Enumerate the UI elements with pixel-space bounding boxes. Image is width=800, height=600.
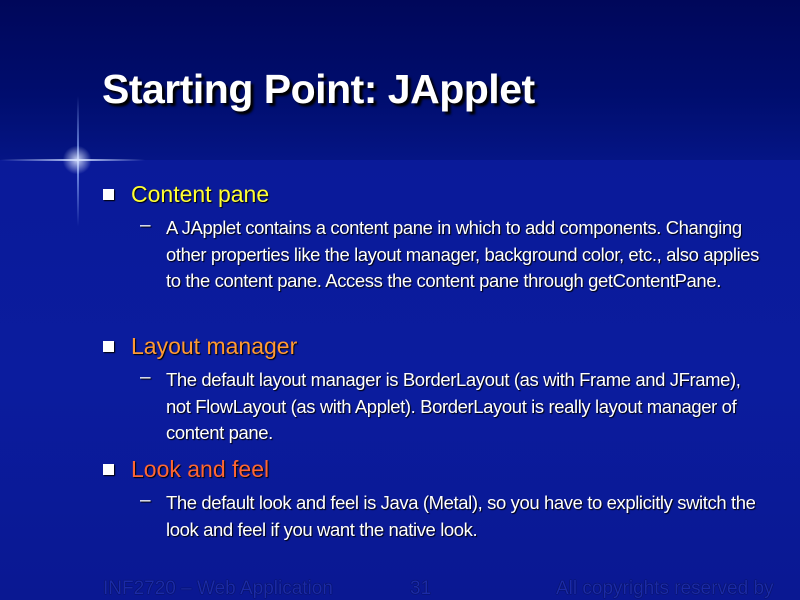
sub-bullet <box>103 490 763 543</box>
footer-copyright: All copyrights reserved by <box>556 578 774 599</box>
slide-title: Starting Point: JApplet <box>102 66 535 112</box>
bullet-label: Content pane <box>131 181 270 207</box>
bullet-label: Look and feel <box>131 456 270 482</box>
bullet-head <box>103 456 763 486</box>
sub-bullet-text: The default layout manager is BorderLayout (as with Frame and JFrame), not FlowLayout (as with Applet). BorderLayout is really layout manager of content pane. <box>166 369 741 443</box>
bullet-layout-manager <box>103 333 763 447</box>
bullet-content-pane <box>103 181 763 295</box>
bullet-head <box>103 181 763 211</box>
square-bullet-icon <box>103 464 114 475</box>
square-bullet-icon <box>103 189 114 200</box>
sub-bullet-text: A JApplet contains a content pane in which to add components. Changing other properties like the layout manager, background color, etc., also applies to the content pane. Access the content pane through getContentPane. <box>166 217 760 291</box>
dash-marker: – <box>140 490 151 511</box>
bullet-head <box>103 333 763 363</box>
footer-page-number: 31 <box>410 578 432 599</box>
bullet-look-and-feel <box>103 456 763 543</box>
bullet-label: Layout manager <box>131 333 298 359</box>
sub-bullet-text: The default look and feel is Java (Metal), so you have to explicitly switch the look and feel if you want the native look. <box>166 492 756 540</box>
dash-marker: – <box>140 215 151 236</box>
dash-marker: – <box>140 367 151 388</box>
footer-course: INF2720 – Web Application <box>103 578 333 599</box>
sub-bullet <box>103 367 763 447</box>
square-bullet-icon <box>103 341 114 352</box>
sub-bullet <box>103 215 763 295</box>
